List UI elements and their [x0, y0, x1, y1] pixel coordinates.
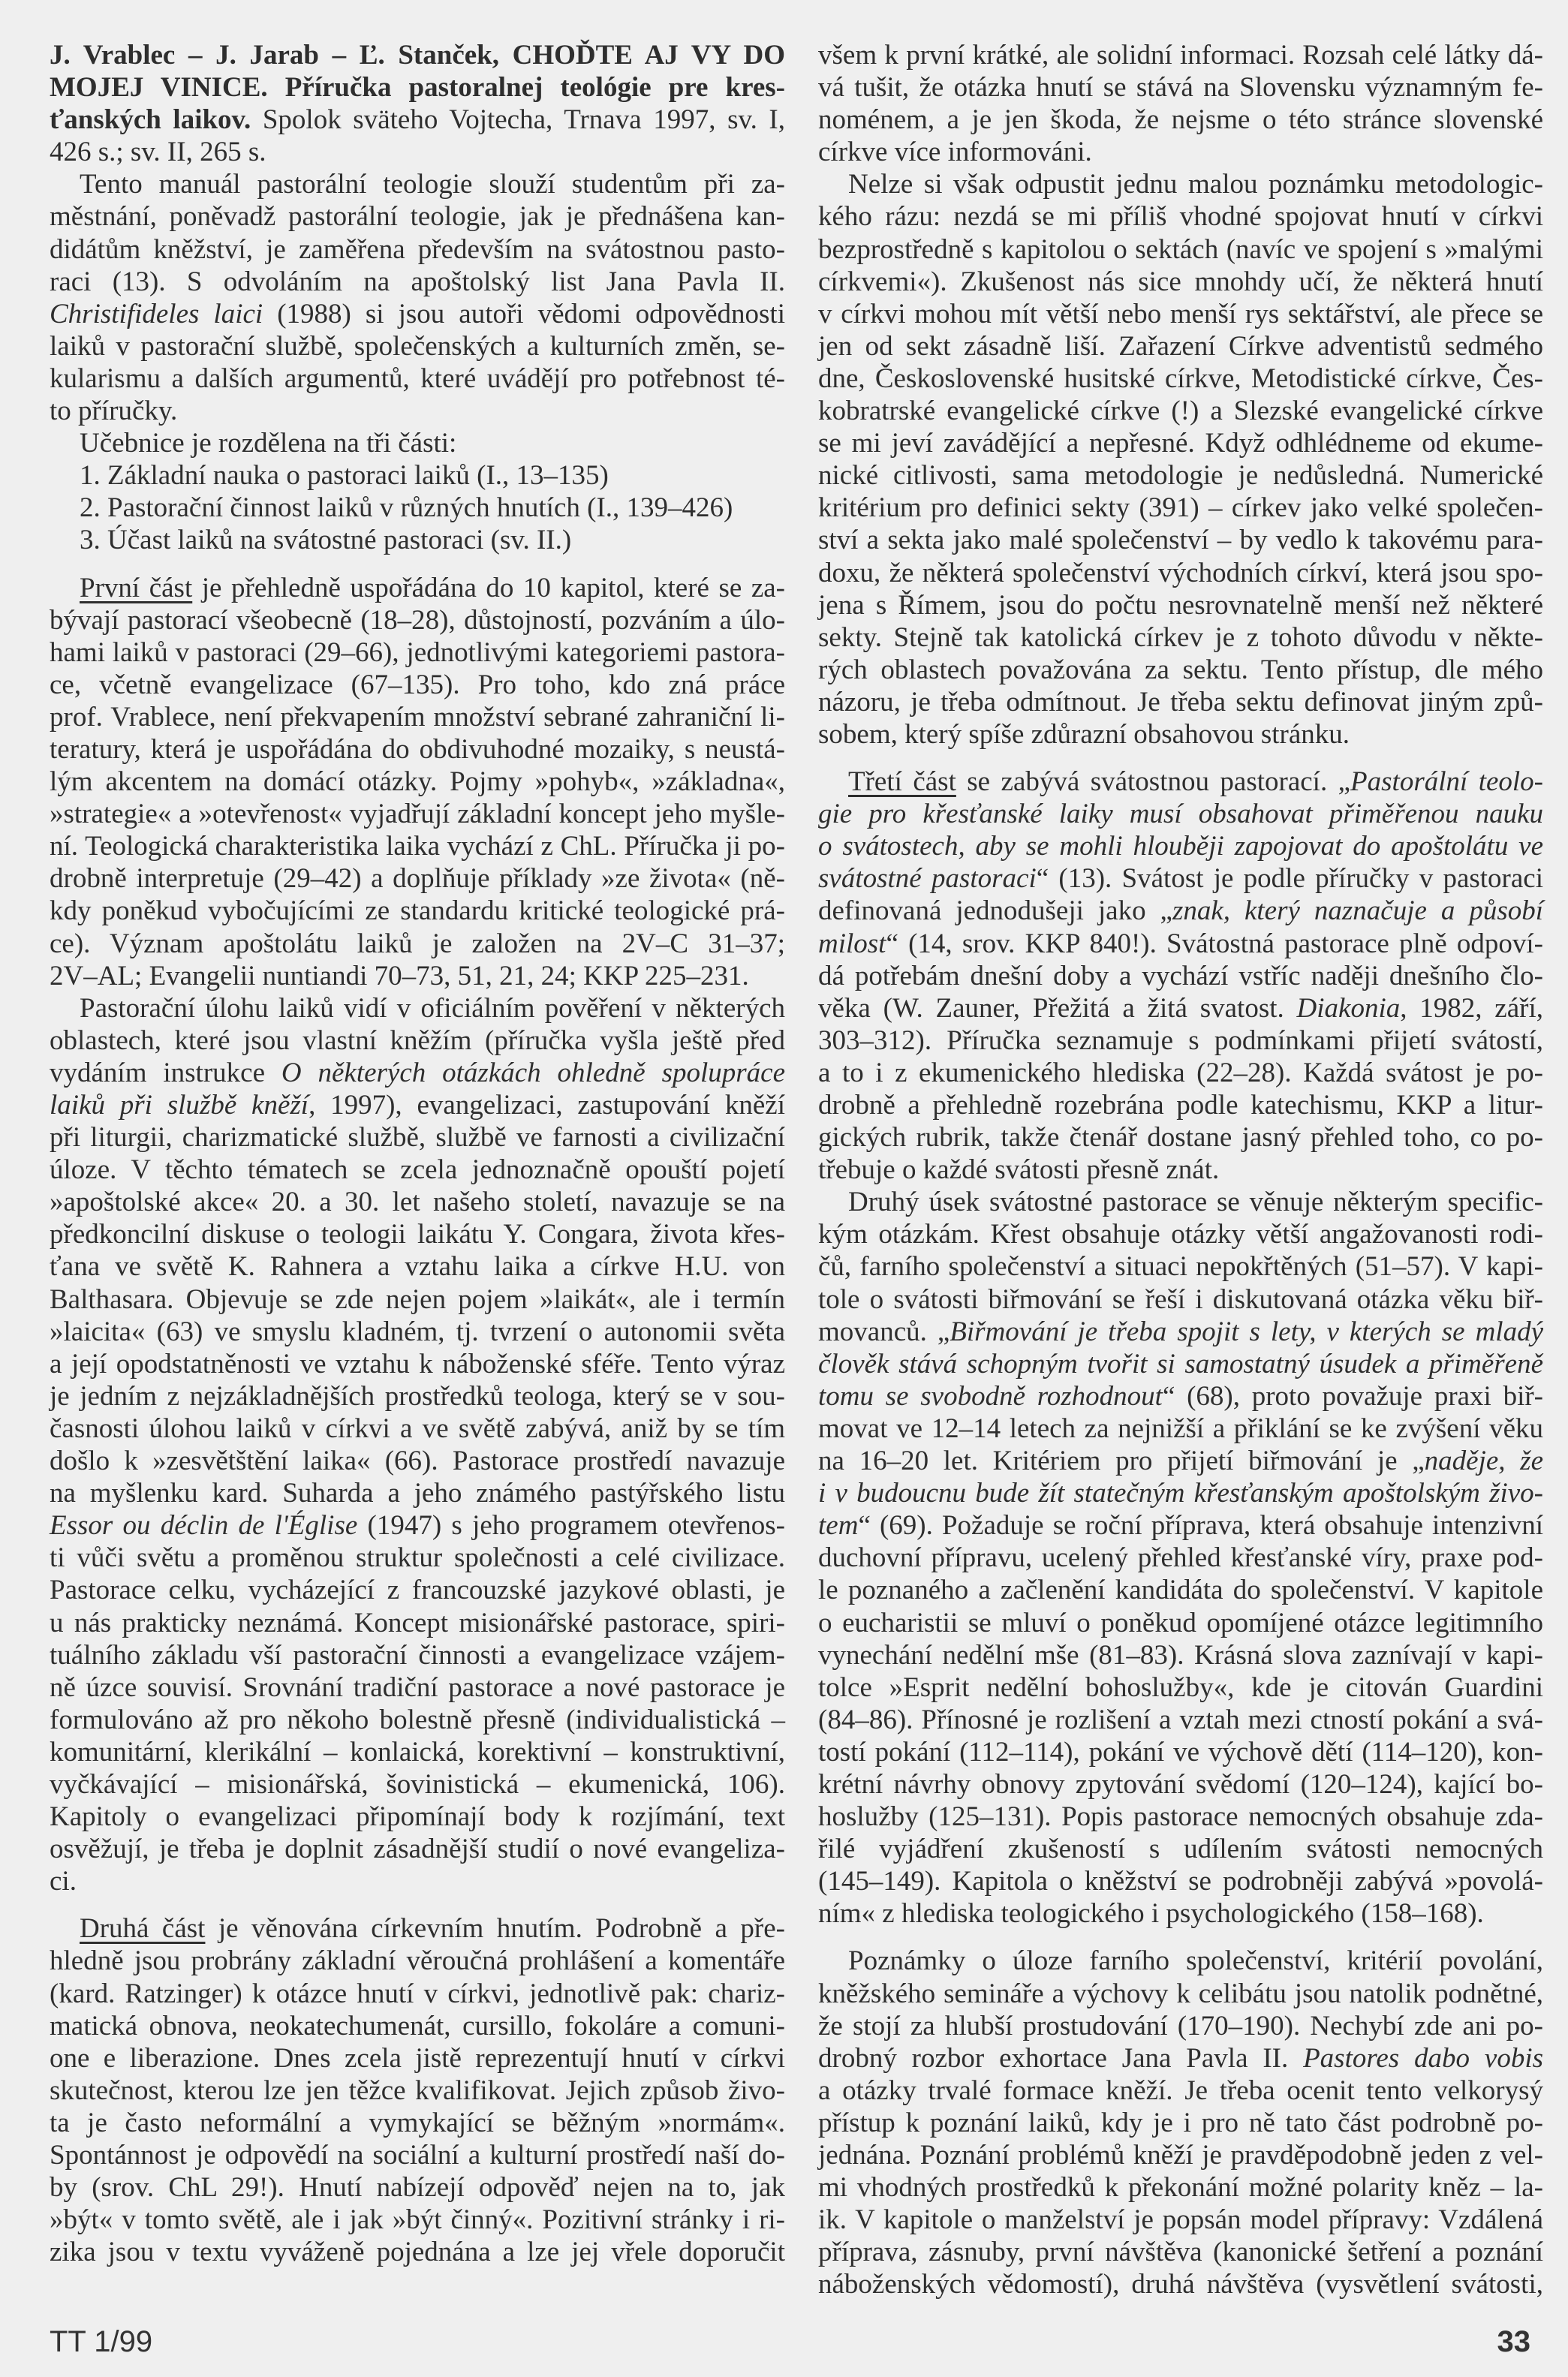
text-line [818, 992, 1543, 1025]
text-span: Poznámky o úloze farního společenství, kritérií povolání, [848, 1945, 1543, 1977]
text-line [818, 1316, 1543, 1348]
italic-span: Pastores dabo vobis [1303, 2042, 1543, 2074]
text-line [818, 363, 1543, 395]
text-span: “ (14, srov. KKP 840!). Svátostná pastorace plně odpoví- [886, 928, 1543, 959]
text-span: všem k první krátké, ale solidní informaci. Rozsah celé látky dá- [818, 40, 1543, 71]
text-line [818, 104, 1543, 136]
text-line [818, 1445, 1543, 1477]
text-span: předkoncilní diskuse o teologii laikátu Y. Congara, života křes- [50, 1219, 785, 1250]
text-line [818, 1089, 1543, 1121]
bold-span: MOJEJ VINICE. Příručka pastoralnej teológie pre kres- [50, 72, 785, 104]
text-line [50, 895, 785, 927]
italic-span: gie pro křesťanské laiky musí obsahovat přiměřenou nauku [818, 799, 1543, 830]
text-span: je věnována církevním hnutím. Podrobně a pře- [205, 1913, 785, 1945]
text-span: na myšlenku kard. Suharda a jeho známého pastýřského listu [50, 1478, 785, 1509]
text-line [818, 1025, 1543, 1057]
text-span: by (srov. ChL 29!). Hnutí nabízejí odpověď nejen na to, jak [50, 2172, 785, 2204]
text-line [818, 298, 1543, 330]
text-line [818, 1121, 1543, 1154]
text-span: krétní návrhy obnovy zpytování svědomí (120–124), kající bo- [818, 1768, 1543, 1800]
italic-span: O některých otázkách ohledně spolupráce [281, 1057, 785, 1088]
text-line [818, 766, 1543, 798]
text-line [818, 798, 1543, 830]
italic-span: Christifideles laici [50, 298, 263, 329]
italic-span: svátostné pastoraci [818, 863, 1037, 895]
text-line [50, 427, 785, 459]
text-line [50, 104, 785, 136]
text-line [818, 1186, 1543, 1218]
text-span: přístup k poznání laiků, kdy je i pro ně tato část podrobně po- [818, 2107, 1543, 2138]
text-line [818, 1057, 1543, 1089]
text-line [818, 1978, 1543, 2010]
text-line [818, 459, 1543, 492]
text-line [50, 1768, 785, 1801]
text-span: gických rubrik, takže čtenář dostane jasný přehled toho, co po- [818, 1122, 1543, 1154]
text-line [50, 862, 785, 895]
text-line [818, 2139, 1543, 2171]
text-line [818, 330, 1543, 363]
text-span: církve více informováni. [818, 137, 1092, 168]
italic-span: milost [818, 928, 886, 959]
text-span: (kard. Ratzinger) k otázce hnutí v církvi, jednotlivě pak: chariz- [50, 1978, 785, 2009]
bold-span: J. Vrablec – J. Jarab – Ľ. Stanček, CHOĎTE AJ VY DO [50, 40, 785, 71]
text-line [818, 200, 1543, 233]
text-line [818, 862, 1543, 895]
text-span: ci. [50, 1866, 77, 1897]
text-span: drobně interpretuje (29–42) a doplňuje příklady »ze života« (ně- [50, 863, 785, 895]
text-line [818, 1574, 1543, 1606]
text-line [818, 492, 1543, 524]
italic-span: naděje, že [1424, 1446, 1543, 1477]
journal-issue-label: TT 1/99 [50, 2325, 153, 2358]
text-span: ce, včetně evangelizace (67–135). Pro toho, kdo zná práce [50, 669, 785, 700]
page-number: 33 [1497, 2325, 1530, 2358]
text-line [818, 1154, 1543, 1186]
text-line [818, 928, 1543, 960]
text-line [50, 1413, 785, 1445]
text-span: “ (69). Požaduje se roční příprava, která obsahuje intenzivní [858, 1510, 1543, 1542]
text-span: městnání, poněvadž pastorální teologie, jak je přednášena kan- [50, 201, 785, 233]
text-line [818, 1768, 1543, 1801]
text-line [818, 2171, 1543, 2204]
text-line [818, 524, 1543, 556]
text-span: »laicita« (63) ve smyslu kladném, tj. tvrzení o autonomii světa [50, 1316, 785, 1347]
text-line [50, 1250, 785, 1283]
text-line [50, 2075, 785, 2107]
text-line [50, 2042, 785, 2075]
text-line [50, 2139, 785, 2171]
text-line [818, 2042, 1543, 2075]
text-span: hami laiků v pastoraci (29–66), jednotlivými kategoriemi pastora- [50, 636, 785, 668]
text-line [50, 2010, 785, 2042]
text-span: hledně jsou probrány základní věroučná prohlášení a komentáře [50, 1945, 785, 1977]
text-line [818, 2268, 1543, 2300]
text-span: kularismu a dalších argumentů, které uvádějí pro potřebnost té- [50, 363, 785, 394]
section-heading-underlined: Druhá část [80, 1913, 206, 1945]
text-span: nické citlivosti, sama metodologie je nedůsledná. Numerické [818, 460, 1543, 492]
text-span: raci (13). S odvoláním na apoštolský list Jana Pavla II. [50, 266, 785, 297]
text-span: le poznaného a začlenění kandidáta do společenství. V kapitole [818, 1575, 1543, 1606]
text-span: že stojí za hlubší prostudování (170–190). Nechybí zde ani po- [818, 2010, 1543, 2042]
text-span: mi vhodných prostředků k překonání možné polarity kněz – la- [818, 2172, 1543, 2204]
text-span: sekty. Stejně tak katolická církev je z tohoto důvodu v někte- [818, 621, 1543, 653]
text-line [818, 2075, 1543, 2107]
text-span: názoru, je třeba odmítnout. Je třeba sektu definovat jiným způ- [818, 686, 1543, 718]
text-span: rých oblastech považována za sektu. Tento přístup, dle mého [818, 654, 1543, 685]
text-line [50, 2204, 785, 2236]
text-line [50, 766, 785, 798]
text-span: prof. Vrablece, není překvapením množství sebrané zahraniční li- [50, 701, 785, 733]
text-span: duchovní přípravu, ucelený přehled křesťanské víry, praxe pod- [818, 1542, 1543, 1574]
text-line [818, 136, 1543, 168]
text-line [818, 395, 1543, 427]
text-line [50, 266, 785, 298]
text-span: lým akcentem na domácí otázky. Pojmy »pohyb«, »základna«, [50, 766, 785, 798]
text-line [818, 1704, 1543, 1736]
text-span: matická obnova, neokatechumenát, cursillo, fokoláre a comuni- [50, 2010, 785, 2042]
text-span: na 16–20 let. Kritériem pro přijetí biřmování je „ [818, 1446, 1425, 1477]
text-span: hoslužby (125–131). Popis pastorace nemocných obsahuje zda- [818, 1801, 1543, 1833]
text-line [818, 2236, 1543, 2268]
italic-span: Diakonia [1296, 992, 1401, 1024]
text-span: 426 s.; sv. II, 265 s. [50, 137, 266, 168]
text-line [818, 1801, 1543, 1833]
text-line [50, 39, 785, 71]
text-span: “ (13). Svátost je podle příručky v pastoraci [1036, 863, 1543, 895]
text-span: movat ve 12–14 letech za nejnižší a přiklání se ke zvýšení věku [818, 1413, 1543, 1444]
text-span: ní. Teologická charakteristika laika vychází z ChL. Příručka ji po- [50, 831, 785, 862]
text-span: , 1982, září, [1400, 992, 1543, 1024]
text-span: Učebnice je rozdělena na tři části: [80, 428, 457, 459]
text-line [50, 1218, 785, 1250]
text-span: třebuje o každé svátosti přesně znát. [818, 1154, 1220, 1186]
italic-span: Pastorální teolo- [1350, 766, 1544, 798]
text-line [50, 928, 785, 960]
text-span: časnosti úlohou laiků v církvi a ve světě zabývá, aniž by se tím [50, 1413, 785, 1444]
text-span: Druhý úsek svátostné pastorace se věnuje některým specific- [848, 1187, 1543, 1218]
text-line [50, 2107, 785, 2139]
italic-span: znak, který naznačuje a působí [1172, 895, 1543, 927]
left-column [50, 39, 785, 2268]
text-span: doxu, že některá společenství východních církví, která jsou spo- [818, 557, 1543, 588]
text-line [50, 233, 785, 266]
text-span: kým otázkám. Křest obsahuje otázky větší angažovanosti rodi- [818, 1219, 1543, 1250]
text-span: dne, Československé husitské církve, Metodistické církve, Čes- [818, 363, 1543, 394]
text-line [50, 1978, 785, 2010]
text-span: (145–149). Kapitola o kněžství se podrobněji zabývá »povolá- [818, 1866, 1543, 1897]
text-line [818, 830, 1543, 862]
text-line [818, 427, 1543, 459]
text-line [818, 1509, 1543, 1542]
text-span: ství a sekta jako malé společenství – by vedlo k takovému para- [818, 525, 1543, 556]
italic-span: Essor ou déclin de l'Église [50, 1510, 358, 1542]
text-span: 2. Pastorační činnost laiků v různých hnutích (I., 139–426) [80, 492, 733, 524]
text-span: oblastech, které jsou vlastní kněžím (příručka vyšla ještě před [50, 1025, 785, 1056]
text-span: ním« z hlediska teologického i psychologického (158–168). [818, 1898, 1484, 1930]
text-span: a otázky trvalé formace kněží. Je třeba ocenit tento velkorysý [818, 2075, 1543, 2106]
text-line [818, 1607, 1543, 1639]
text-span: bývají pastorací všeobecně (18–28), důstojností, pozváním a úlo- [50, 604, 785, 636]
text-line [50, 1380, 785, 1413]
text-span: náboženských vědomostí), druhá návštěva (vysvětlení svátosti, [818, 2269, 1543, 2300]
text-line [818, 71, 1543, 104]
text-span: (84–86). Přínosné je rozlišení a vztah mezi ctností pokání a svá- [818, 1704, 1543, 1735]
text-line [50, 636, 785, 669]
text-line [50, 798, 785, 830]
italic-span: člověk stává schopným tvořit si samostatný úsudek a přiměřeně [818, 1348, 1543, 1380]
text-span: (1988) si jsou autoři vědomi odpovědnosti [263, 298, 785, 329]
text-span: vydáním instrukce [50, 1057, 281, 1088]
text-span: dá potřebám dnešní doby a vychází vstříc naději dnešního člo- [818, 960, 1543, 991]
text-span: úloze. V těchto tématech se zcela jednoznačně opouští pojetí [50, 1154, 785, 1186]
bold-span: ťanských laikov. [50, 104, 251, 136]
text-line [818, 266, 1543, 298]
text-span: se mi jeví zavádějící a nepřesné. Když odhlédneme od ekume- [818, 428, 1543, 459]
text-span: Pastorační úlohu laiků vidí v oficiálním pověření v některých [80, 992, 785, 1024]
text-line [50, 572, 785, 604]
text-span: (1947) s jeho programem otevřenos- [357, 1510, 785, 1542]
text-span: sobem, který spíše zdůrazní obsahovou stránku. [818, 718, 1350, 750]
text-line [818, 1671, 1543, 1704]
text-line [818, 1380, 1543, 1413]
text-line [50, 701, 785, 733]
text-line [50, 1736, 785, 1768]
text-span: ce). Význam apoštolátu laiků je založen na 2V–C 31–37; [50, 928, 785, 959]
text-line [50, 1833, 785, 1865]
text-span: komunitární, klerikální – konlaická, korektivní – konstruktivní, [50, 1736, 785, 1768]
italic-span: o svátostech, aby se mohli hlouběji zapojovat do apoštolátu ve [818, 831, 1543, 862]
text-span: »apoštolské akce« 20. a 30. let našeho století, navazuje se na [50, 1187, 785, 1218]
text-span: Pastorace celku, vycházející z francouzské jazykové oblasti, je [50, 1575, 785, 1606]
text-span: kdy poněkud vybočujícími ze standardu kritické teologické prá- [50, 895, 785, 927]
text-span: tostí pokání (112–114), pokání ve výchově dětí (114–120), kon- [818, 1736, 1543, 1768]
text-span: jen od sekt zásadně liší. Zařazení Církve adventistů sedmého [818, 330, 1543, 362]
text-line [818, 1639, 1543, 1671]
text-line [50, 669, 785, 701]
text-span: a to i z ekumenického hlediska (22–28). Každá svátost je po- [818, 1057, 1543, 1088]
text-line [50, 2171, 785, 2204]
text-span: kněžského semináře a výchovy k celibátu jsou natolik podnětné, [818, 1978, 1543, 2009]
italic-span: i v budoucnu bude žít statečným křesťanským apoštolským živo- [818, 1478, 1543, 1509]
text-line [818, 718, 1543, 751]
text-line [50, 71, 785, 104]
text-span: kritérium pro definici sekty (391) – církev jako velké společen- [818, 492, 1543, 524]
text-line [818, 1736, 1543, 1768]
text-span: řilé vyjádření zkušeností s udílením svátosti nemocných [818, 1834, 1543, 1865]
text-span: drobný rozbor exhortace Jana Pavla II. [818, 2042, 1304, 2074]
text-span: a její opodstatněnosti ve vztahu k náboženské sféře. Tento výraz [50, 1348, 785, 1380]
text-span: »být« v tomto světě, ale i jak »být činný«. Pozitivní stránky i ri- [50, 2204, 785, 2236]
text-span: laiků v pastorační službě, společenských a kulturních změn, se- [50, 330, 785, 362]
text-line [818, 557, 1543, 589]
text-span: čů, farního společenství a situaci nepokřtěných (51–57). V kapi- [818, 1251, 1543, 1283]
text-span: kobratrské evangelické církve (!) a Slezské evangelické církve [818, 396, 1543, 427]
text-line [818, 2107, 1543, 2139]
text-line [818, 1250, 1543, 1283]
text-span: noménem, a je jen škoda, že nejsme o této stránce slovenské [818, 104, 1543, 136]
text-line [50, 1348, 785, 1380]
text-span: skutečnost, kterou lze jen těžce kvalifikovat. Jejich způsob živo- [50, 2075, 785, 2106]
text-line [50, 1186, 785, 1218]
text-line [818, 654, 1543, 686]
italic-span: laiků při službě kněží [50, 1090, 309, 1121]
text-span: jednána. Poznání problémů kněží je pravděpodobně jeden z vel- [818, 2140, 1543, 2171]
text-line [818, 1477, 1543, 1509]
text-line [818, 621, 1543, 654]
text-span: ik. V kapitole o manželství je popsán model přípravy: Vzdálená [818, 2204, 1543, 2236]
text-span: Kapitoly o evangelizaci připomínají body k rozjímání, text [50, 1801, 785, 1833]
text-span: Nelze si však odpustit jednu malou poznámku metodologic- [848, 169, 1543, 200]
text-line [50, 1704, 785, 1736]
text-span: tole o svátosti biřmování se řeší i diskutovaná otázka věku biř- [818, 1283, 1543, 1315]
text-line [818, 39, 1543, 71]
text-line [50, 1121, 785, 1154]
text-line [818, 1348, 1543, 1380]
text-span: to příručky. [50, 396, 178, 427]
right-column [818, 39, 1543, 2300]
text-span: one e liberazione. Dnes zcela jistě reprezentují hnutí v církvi [50, 2042, 785, 2074]
text-span: definovaná jednodušeji jako „ [818, 895, 1172, 927]
text-span: u nás prakticky neznámá. Koncept misionářské pastorace, spiri- [50, 1607, 785, 1638]
text-span: Balthasara. Objevuje se zde nejen pojem »laikát«, ale i termín [50, 1283, 785, 1315]
text-span: vá tušit, že otázka hnutí se stává na Slovensku významným fe- [818, 72, 1543, 104]
text-line [50, 604, 785, 636]
text-span: ti vůči světu a proměnou struktur společnosti a celé civilizace. [50, 1542, 785, 1574]
text-line [50, 330, 785, 363]
text-span: ně úzce souvisí. Srovnání tradiční pastorace a nové pastorace je [50, 1671, 785, 1703]
italic-span: tem [818, 1510, 859, 1542]
text-line [50, 992, 785, 1025]
text-line [50, 1945, 785, 1977]
text-span: tuálního základu vší pastorační činnosti a evangelizace vzájem- [50, 1639, 785, 1671]
text-line [50, 1283, 785, 1316]
text-line [50, 1509, 785, 1542]
text-line [50, 1542, 785, 1574]
text-line [818, 1833, 1543, 1865]
text-line [818, 233, 1543, 266]
text-line [50, 1154, 785, 1186]
text-line [818, 1945, 1543, 1977]
italic-span: Biřmování je třeba spojit s lety, v kterých se mladý [950, 1316, 1544, 1347]
text-span: formulováno až pro někoho bolestně přesně (individualistická – [50, 1704, 785, 1735]
text-line [50, 136, 785, 168]
text-line [50, 363, 785, 395]
text-line [50, 1912, 785, 1945]
text-line [818, 1413, 1543, 1445]
text-line [50, 960, 785, 992]
text-span: osvěžují, je třeba je doplnit zásadnější studií o nové evangeliza- [50, 1834, 785, 1865]
text-line [818, 168, 1543, 200]
text-span: se zabývá svátostnou pastorací. „ [956, 766, 1351, 798]
text-line [50, 1089, 785, 1121]
text-span: didátům kněžství, je zaměřena především na svátostnou pasto- [50, 233, 785, 265]
text-line [50, 459, 785, 492]
text-span: ta je často neformální a vymykající se běžným »normám«. [50, 2107, 785, 2138]
text-line [50, 1477, 785, 1509]
text-span: , 1997), evangelizaci, zastupování kněží [308, 1090, 786, 1121]
text-line [50, 1671, 785, 1704]
text-span: věka (W. Zauner, Přežitá a žitá svatost. [818, 992, 1297, 1024]
text-span: ťana ve světě K. Rahnera a vztahu laika a církve H.U. von [50, 1251, 785, 1283]
text-line [50, 830, 785, 862]
text-line [818, 1542, 1543, 1574]
text-line [50, 1445, 785, 1477]
text-line [50, 200, 785, 233]
text-span: “ (68), proto považuje praxi biř- [1162, 1380, 1543, 1412]
text-span: o eucharistii se mluví o poněkud opomíjené otázce legitimního [818, 1607, 1543, 1638]
text-span: při liturgii, charizmatické službě, službě ve farnosti a civilizační [50, 1122, 785, 1154]
text-span: jena s Římem, jsou do počtu nesrovnatelně menší než některé [818, 589, 1543, 621]
text-line [50, 298, 785, 330]
text-line [818, 1897, 1543, 1930]
text-span: je jedním z nejzákladnějších prostředků teologa, který se v sou- [50, 1380, 785, 1412]
text-line [50, 524, 785, 556]
section-heading-underlined: První část [80, 572, 193, 603]
italic-span: tomu se svobodně rozhodnout [818, 1380, 1163, 1412]
text-span: došlo k »zesvětštění laika« (66). Pastorace prostředí navazuje [50, 1446, 785, 1477]
text-span: tolce »Esprit nedělní bohoslužby«, kde je citován Guardini [818, 1671, 1543, 1703]
text-line [818, 2204, 1543, 2236]
text-line [50, 1607, 785, 1639]
text-span: církvemi«). Zkušenost nás sice mnohdy učí, že některá hnutí [818, 266, 1543, 297]
text-line [818, 1865, 1543, 1897]
text-line [818, 1218, 1543, 1250]
text-span: v církvi mohou mít větší nebo menší rys sektářství, ale přece se [818, 298, 1543, 329]
text-span: Tento manuál pastorální teologie slouží studentům při za- [80, 169, 785, 200]
text-line [50, 1574, 785, 1606]
text-span: Spolok sväteho Vojtecha, Trnava 1997, sv. I, [251, 104, 785, 136]
text-span: kého rázu: nezdá se mi příliš vhodné spojovat hnutí v církvi [818, 201, 1543, 233]
text-span: 303–312). Příručka seznamuje s podmínkami přijetí svátostí, [818, 1025, 1543, 1056]
section-heading-underlined: Třetí část [848, 766, 956, 798]
text-span: 3. Účast laiků na svátostné pastoraci (sv. II.) [80, 525, 572, 556]
text-span: Spontánnost je odpovědí na sociální a kulturní prostředí naší do- [50, 2140, 785, 2171]
text-line [50, 168, 785, 200]
text-span: vynechání nedělní mše (81–83). Krásná slova zaznívají v kapi- [818, 1639, 1543, 1671]
text-line [50, 492, 785, 524]
text-span: 2V–AL; Evangelii nuntiandi 70–73, 51, 21, 24; KKP 225–231. [50, 960, 749, 991]
text-line [50, 1025, 785, 1057]
text-line [50, 2236, 785, 2268]
text-span: teratury, která je uspořádána do obdivuhodné mozaiky, s neustá- [50, 733, 785, 765]
text-span: movanců. „ [818, 1316, 950, 1347]
text-line [818, 686, 1543, 718]
text-line [818, 895, 1543, 927]
text-span: »strategie« a »otevřenost« vyjadřují základní koncept jeho myšle- [50, 799, 785, 830]
text-span: drobně a přehledně rozebrána podle katechismu, KKP a litur- [818, 1090, 1543, 1121]
text-line [50, 1057, 785, 1089]
text-line [818, 960, 1543, 992]
text-span: zika jsou v textu vyváženě pojednána a lze jej vřele doporučit [50, 2237, 785, 2268]
text-span: je přehledně uspořádána do 10 kapitol, které se za- [192, 572, 785, 603]
text-line [50, 1865, 785, 1897]
text-line [50, 1801, 785, 1833]
text-span: vyčkávající – misionářská, šovinistická – ekumenická, 106). [50, 1768, 785, 1800]
text-line [818, 589, 1543, 621]
text-line [50, 733, 785, 766]
text-line [818, 2010, 1543, 2042]
text-span: 1. Základní nauka o pastoraci laiků (I., 13–135) [80, 460, 609, 492]
text-line [50, 1316, 785, 1348]
text-line [50, 395, 785, 427]
text-span: příprava, zásnuby, první návštěva (kanonické šetření a poznání [818, 2237, 1543, 2268]
text-line [50, 1639, 785, 1671]
text-line [818, 1283, 1543, 1316]
text-span: bezprostředně s kapitolou o sektách (navíc ve spojení s »malými [818, 233, 1543, 265]
